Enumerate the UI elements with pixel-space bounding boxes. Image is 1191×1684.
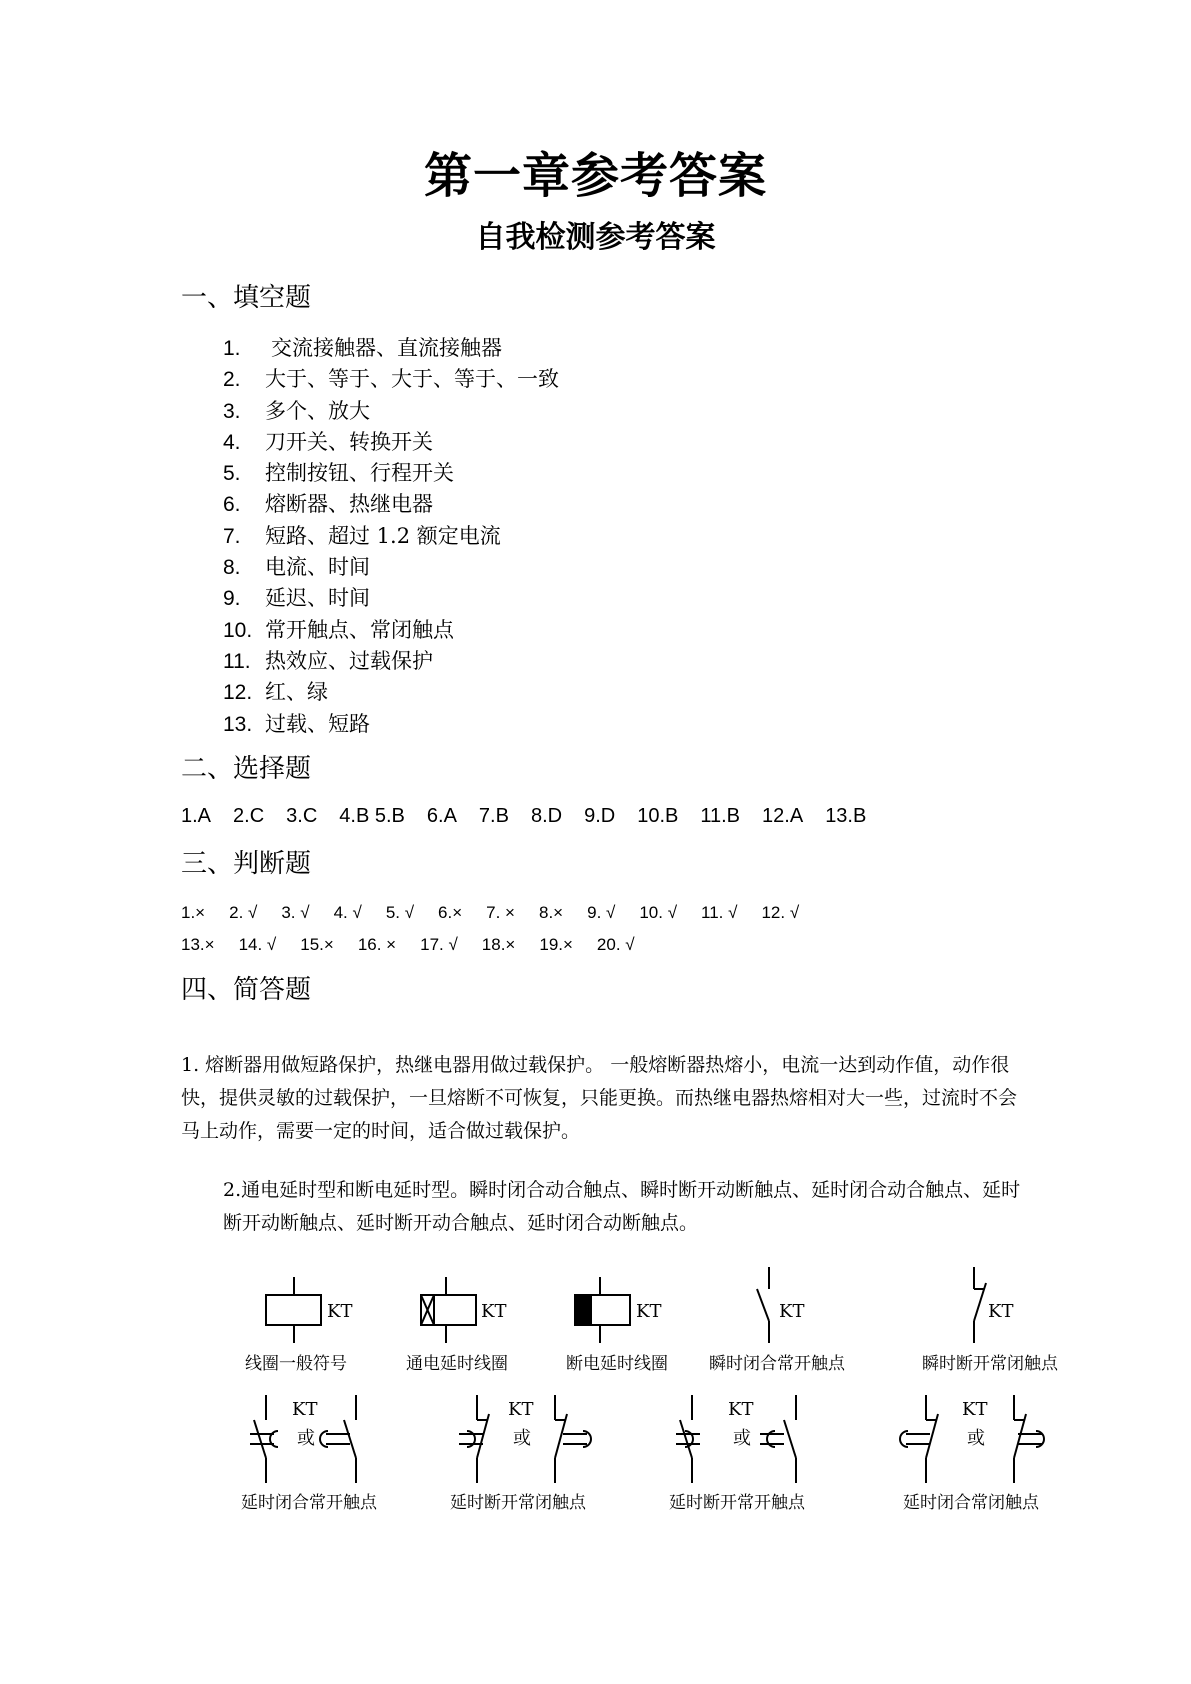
judge-answer: 3. √	[281, 903, 310, 922]
item-text: 交流接触器、直流接触器	[271, 336, 502, 360]
list-item	[223, 364, 559, 395]
choice-answer: 3.C	[286, 805, 318, 827]
list-item	[223, 646, 559, 677]
symbol-caption: 延时闭合常开触点	[241, 1493, 377, 1513]
symbol-tag: KT	[988, 1301, 1014, 1322]
item-number: 1.	[223, 337, 241, 360]
choice-answer: 8.D	[530, 805, 563, 827]
judge-answer: 10. √	[639, 903, 678, 922]
delay-open-nc-contact-b	[555, 1395, 591, 1483]
item-text: 热效应、过载保护	[265, 648, 433, 673]
judge-answer: 13.×	[181, 935, 215, 954]
item-text: 延迟、时间	[265, 586, 370, 611]
judge-answers-row1	[181, 900, 823, 926]
instant-no-contact-symbol	[757, 1267, 769, 1343]
judge-answer: 2. √	[229, 903, 258, 922]
symbol-tag: KT	[728, 1399, 754, 1420]
list-item	[223, 615, 559, 646]
delay-close-nc-contact-b	[1014, 1395, 1044, 1483]
symbol-caption: 通电延时线圈	[406, 1354, 508, 1374]
item-number: 2.	[223, 368, 241, 392]
fill-answer-list	[223, 333, 559, 740]
judge-answer: 18.×	[481, 935, 516, 954]
symbol-caption: 瞬时闭合常开触点	[709, 1354, 845, 1374]
choice-answer: 2.C	[233, 805, 265, 827]
relay-symbol-diagram	[0, 1255, 1191, 1515]
delay-open-nc-contact-a	[459, 1395, 489, 1483]
judge-answer: 5. √	[385, 903, 415, 922]
or-label: 或	[513, 1428, 531, 1449]
short-answer-2: 2.通电延时型和断电延时型。瞬时闭合动合触点、瞬时断开动断触点、延时闭合动合触点、延时断开动断触点、延时断开动合触点、延时闭合动断触点。	[223, 1179, 1021, 1234]
item-text: 红、绿	[265, 680, 328, 705]
page-title: 第一章参考答案	[423, 148, 767, 204]
symbol-tag: KT	[327, 1301, 353, 1322]
judge-answer: 1.×	[181, 903, 206, 922]
symbol-tag: KT	[292, 1399, 318, 1420]
delay-close-nc-contact-a	[900, 1395, 938, 1483]
choice-answer: 7.B	[478, 805, 509, 827]
item-text: 大于、等于、大于、等于、一致	[265, 367, 559, 392]
judge-answer: 8.×	[539, 903, 564, 922]
judge-answer: 16. ×	[357, 935, 397, 954]
item-number: 13.	[223, 712, 253, 736]
choice-answer: 10.B	[637, 805, 679, 827]
symbol-caption: 延时断开常闭触点	[450, 1493, 586, 1513]
instant-nc-contact-symbol	[974, 1267, 986, 1343]
judge-answer: 9. √	[587, 903, 616, 922]
choice-answer: 11.B	[700, 805, 741, 827]
item-number: 7.	[223, 524, 241, 548]
or-label: 或	[967, 1428, 985, 1449]
list-item	[223, 677, 559, 708]
judge-answer: 6.×	[438, 903, 463, 922]
judge-answer: 17. √	[420, 935, 458, 954]
judge-answer: 15.×	[300, 935, 334, 954]
item-text: 短路、超过 1.2 额定电流	[265, 523, 501, 548]
item-number: 3.	[223, 399, 241, 423]
or-label: 或	[733, 1428, 751, 1449]
list-item	[223, 333, 559, 364]
delay-open-no-contact-b	[760, 1395, 796, 1483]
or-label: 或	[297, 1428, 315, 1449]
choice-answer: 13.B	[825, 805, 867, 827]
delay-open-no-contact-a	[676, 1395, 700, 1483]
list-item	[223, 458, 559, 489]
item-text: 过载、短路	[265, 711, 370, 736]
symbol-caption: 断电延时线圈	[566, 1354, 668, 1374]
judge-answer: 19.×	[539, 935, 573, 954]
item-text: 控制按钮、行程开关	[265, 461, 454, 486]
section-fill-heading: 一、填空题	[181, 283, 312, 313]
judge-answers-row2	[181, 932, 659, 958]
item-text: 多个、放大	[265, 398, 370, 423]
list-item	[223, 552, 559, 583]
symbol-caption: 线圈一般符号	[245, 1354, 347, 1374]
list-item	[223, 489, 559, 520]
judge-answer: 7. ×	[486, 903, 515, 922]
short-answer-1: 1. 熔断器用做短路保护，热继电器用做过载保护。 一般熔断器热熔小，电流一达到动作值，动作很快，提供灵敏的过载保护，一旦熔断不可恢复，只能更换。而热继电器热熔相对大一些，过流时不会马上动作，需要一定的时间，适合做过载保护。	[181, 1054, 1018, 1142]
symbol-tag: KT	[962, 1399, 988, 1420]
section-short-heading: 四、简答题	[181, 975, 312, 1005]
off-delay-coil-symbol	[575, 1277, 630, 1343]
item-number: 6.	[223, 493, 241, 517]
item-text: 刀开关、转换开关	[265, 429, 433, 454]
choice-answer: 9.D	[584, 805, 616, 827]
list-item	[223, 709, 559, 740]
symbol-caption: 瞬时断开常闭触点	[922, 1354, 1058, 1374]
symbol-tag: KT	[779, 1301, 805, 1322]
item-number: 12.	[223, 681, 253, 705]
section-choice-heading: 二、选择题	[181, 754, 312, 784]
list-item	[223, 427, 559, 458]
choice-answer: 4.B 5.B	[339, 805, 405, 827]
choice-answer: 1.A	[181, 805, 212, 827]
judge-answer: 12. √	[761, 903, 800, 922]
delay-close-no-contact-b	[320, 1395, 356, 1483]
choice-answer: 6.A	[426, 805, 457, 827]
list-item	[223, 396, 559, 427]
on-delay-coil-symbol	[421, 1277, 476, 1343]
choice-answers	[181, 801, 888, 831]
coil-general-symbol	[266, 1277, 321, 1343]
judge-answer: 20. √	[596, 935, 635, 954]
item-text: 熔断器、热继电器	[265, 492, 433, 517]
item-number: 10.	[223, 618, 253, 642]
item-number: 9.	[223, 587, 241, 611]
page-subtitle: 自我检测参考答案	[475, 220, 716, 255]
symbol-tag: KT	[636, 1301, 662, 1322]
delay-close-no-contact-a	[250, 1395, 278, 1483]
item-number: 5.	[223, 462, 241, 486]
judge-answer: 14. √	[238, 935, 277, 954]
list-item	[223, 583, 559, 614]
choice-answer: 12.A	[762, 805, 804, 827]
symbol-caption: 延时断开常开触点	[669, 1493, 805, 1513]
item-number: 11.	[223, 649, 251, 673]
item-text: 电流、时间	[265, 555, 370, 580]
symbol-tag: KT	[481, 1301, 507, 1322]
symbol-tag: KT	[508, 1399, 534, 1420]
section-judge-heading: 三、判断题	[181, 849, 312, 879]
judge-answer: 11. √	[701, 903, 738, 922]
list-item	[223, 521, 559, 552]
symbol-caption: 延时闭合常闭触点	[903, 1493, 1039, 1513]
item-number: 8.	[223, 556, 241, 580]
judge-answer: 4. √	[333, 903, 362, 922]
item-text: 常开触点、常闭触点	[265, 617, 454, 642]
item-number: 4.	[223, 430, 241, 454]
